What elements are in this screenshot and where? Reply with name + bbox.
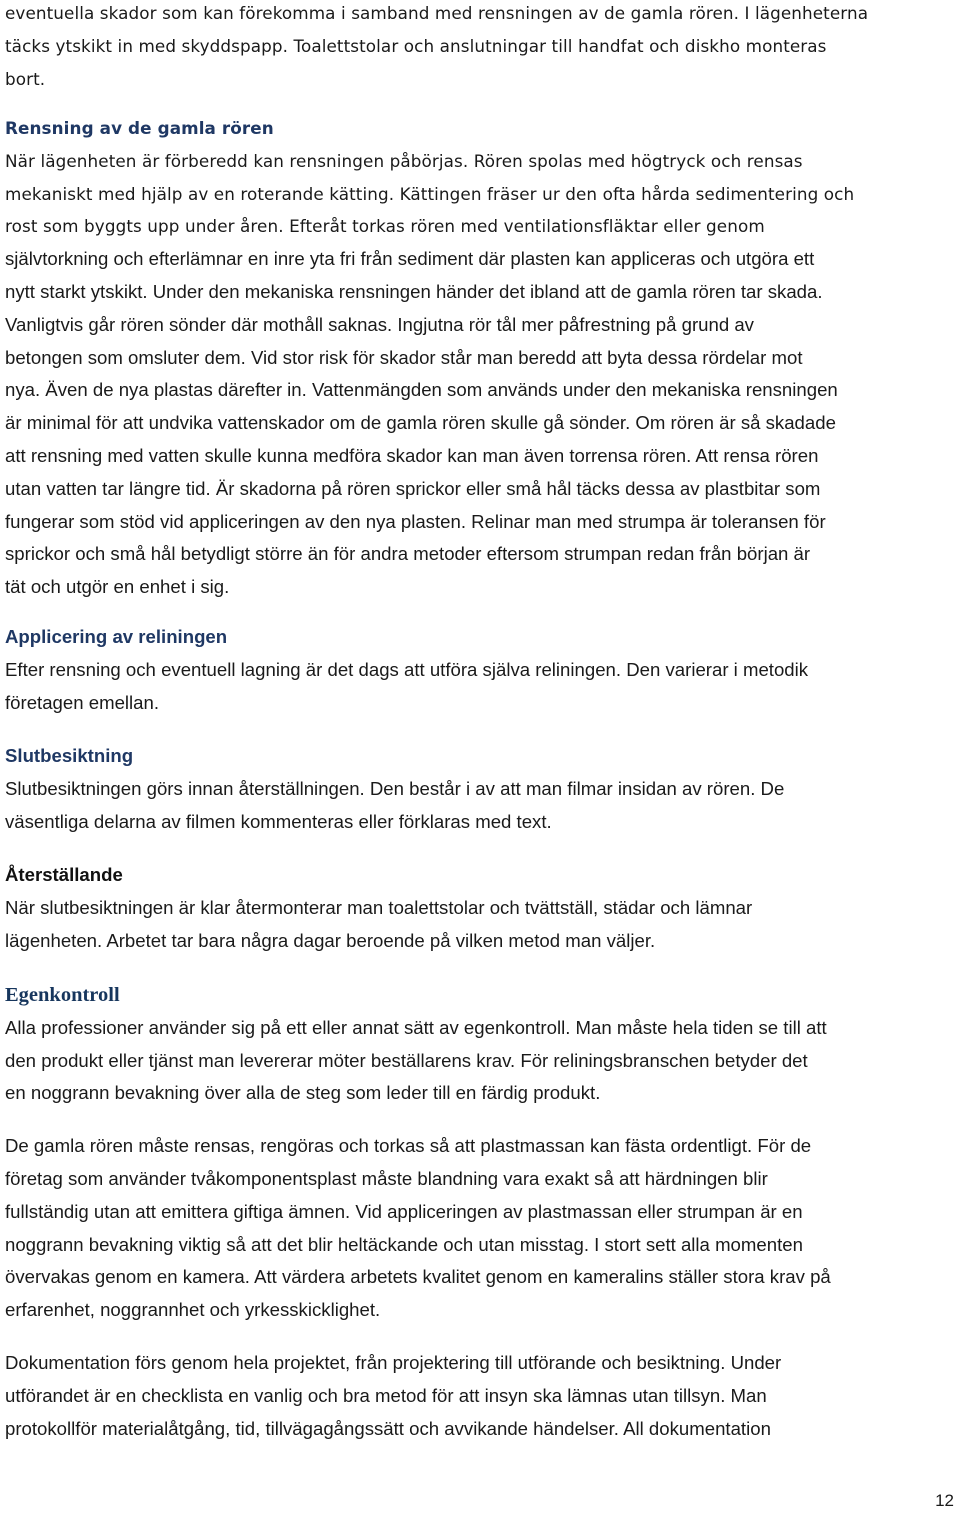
text-line: företagen emellan. bbox=[5, 691, 160, 713]
section-applicering bbox=[5, 621, 808, 719]
text-line: täcks ytskikt in med skyddspapp. Toalettstolar och anslutningar till handfat och diskho monteras bbox=[5, 35, 827, 56]
text-line: företag som använder tvåkomponentsplast måste blandning vara exakt så att härdningen blir bbox=[5, 1167, 768, 1189]
text-line: protokollför materialåtgång, tid, tillvägagångssätt och avvikande händelser. All dokumentation bbox=[5, 1417, 771, 1439]
intro-paragraph bbox=[5, 0, 868, 95]
paragraph bbox=[5, 1130, 831, 1327]
section-body-continued bbox=[5, 243, 854, 604]
text-line: betongen som omsluter dem. Vid stor risk för skador står man beredd att byta dessa rördelar mot bbox=[5, 346, 803, 368]
page-number: 12 bbox=[935, 1491, 954, 1510]
text-line: Vanligtvis går rören sönder där mothåll saknas. Ingjutna rör tål mer påfrestning på grund av bbox=[5, 313, 754, 335]
section-slutbesiktning bbox=[5, 740, 784, 838]
text-line: en noggrann bevakning över alla de steg som leder till en färdig produkt. bbox=[5, 1082, 601, 1104]
section-heading: Egenkontroll bbox=[5, 984, 120, 1006]
text-line: eventuella skador som kan förekomma i samband med rensningen av de gamla rören. I lägenheterna bbox=[5, 3, 869, 23]
text-line: utan vatten tar längre tid. Är skadorna på rören sprickor eller små hål täcks dessa av plastbitar som bbox=[5, 477, 821, 499]
text-line: Alla professioner använder sig på ett eller annat sätt av egenkontroll. Man måste hela tiden se till att bbox=[5, 1016, 827, 1038]
text-line: nya. Även de nya plastas därefter in. Vattenmängden som används under den mekaniska rensningen bbox=[5, 379, 838, 401]
section-heading: Rensning av de gamla rören bbox=[5, 118, 274, 138]
section-heading: Slutbesiktning bbox=[5, 745, 134, 766]
text-line: utförandet är en checklista en vanlig och bra metod för att insyn ska lämnas utan tillsyn. Man bbox=[5, 1384, 767, 1406]
text-line: erfarenhet, noggrannhet och yrkesskicklighet. bbox=[5, 1299, 381, 1321]
text-line: Dokumentation förs genom hela projektet, från projektering till utförande och besiktning. Under bbox=[5, 1351, 782, 1373]
text-line: noggrann bevakning viktig så att det blir heltäckande och utan misstag. I stort sett alla momenten bbox=[5, 1233, 803, 1255]
paragraph bbox=[5, 1012, 831, 1110]
text-line: fullständig utan att emittera giftiga ämnen. Vid appliceringen av plastmassan eller strumpan är en bbox=[5, 1200, 803, 1222]
section-heading: Återställande bbox=[5, 864, 123, 885]
text-line: övervakas genom en kamera. Att värdera arbetets kvalitet genom en kameralins ställer stora krav på bbox=[5, 1266, 831, 1288]
section-heading: Applicering av reliningen bbox=[5, 626, 228, 647]
text-line: De gamla rören måste rensas, rengöras och torkas så att plastmassan kan fästa ordentligt. För de bbox=[5, 1135, 812, 1157]
text-line: Efter rensning och eventuell lagning är det dags att utföra själva reliningen. Den varierar i metodik bbox=[5, 658, 809, 680]
text-line: När lägenheten är förberedd kan rensningen påbörjas. Rören spolas med högtryck och rensas bbox=[5, 150, 803, 171]
text-line: är minimal för att undvika vattenskador om de gamla rören skulle gå sönder. Om rören är så skadade bbox=[5, 412, 836, 434]
section-egenkontroll bbox=[5, 979, 831, 1445]
text-line: När slutbesiktningen är klar återmonterar man toalettstolar och tvättställ, städar och lämnar bbox=[5, 896, 753, 918]
text-line: tät och utgör en enhet i sig. bbox=[5, 576, 230, 598]
paragraph bbox=[5, 1347, 831, 1445]
text-line: mekaniskt med hjälp av en roterande kätting. Kättingen fräser ur den ofta hårda sedimentering och bbox=[5, 183, 855, 204]
text-line: att rensning med vatten skulle kunna medföra skador kan man även torrensa rören. Att rensa rören bbox=[5, 444, 819, 466]
text-line: bort. bbox=[5, 68, 46, 89]
text-line: Slutbesiktningen görs innan återställningen. Den består i av att man filmar insidan av rören. De bbox=[5, 777, 785, 799]
section-rensning bbox=[5, 112, 854, 604]
text-line: självtorkning och efterlämnar en inre yta fri från sediment där plasten kan appliceras och utgöra ett bbox=[5, 248, 815, 270]
text-line: fungerar som stöd vid appliceringen av den nya plasten. Relinar man med strumpa är toleransen för bbox=[5, 510, 826, 532]
text-line: sprickor och små hål betydligt större än för andra metoder eftersom strumpan redan från början är bbox=[5, 543, 811, 565]
text-line: nytt starkt ytskikt. Under den mekaniska rensningen händer det ibland att de gamla rören tar skada. bbox=[5, 280, 823, 302]
text-line: väsentliga delarna av filmen kommenteras eller förklaras med text. bbox=[5, 810, 552, 832]
text-line: den produkt eller tjänst man levererar möter beställarens krav. För reliningsbranschen betyder det bbox=[5, 1049, 808, 1071]
text-line: lägenheten. Arbetet tar bara några dagar beroende på vilken metod man väljer. bbox=[5, 929, 656, 951]
section-body bbox=[5, 145, 854, 243]
section-aterstallande bbox=[5, 859, 752, 957]
text-line: rost som byggts upp under åren. Efteråt torkas rören med ventilationsfläktar eller genom bbox=[5, 216, 765, 237]
